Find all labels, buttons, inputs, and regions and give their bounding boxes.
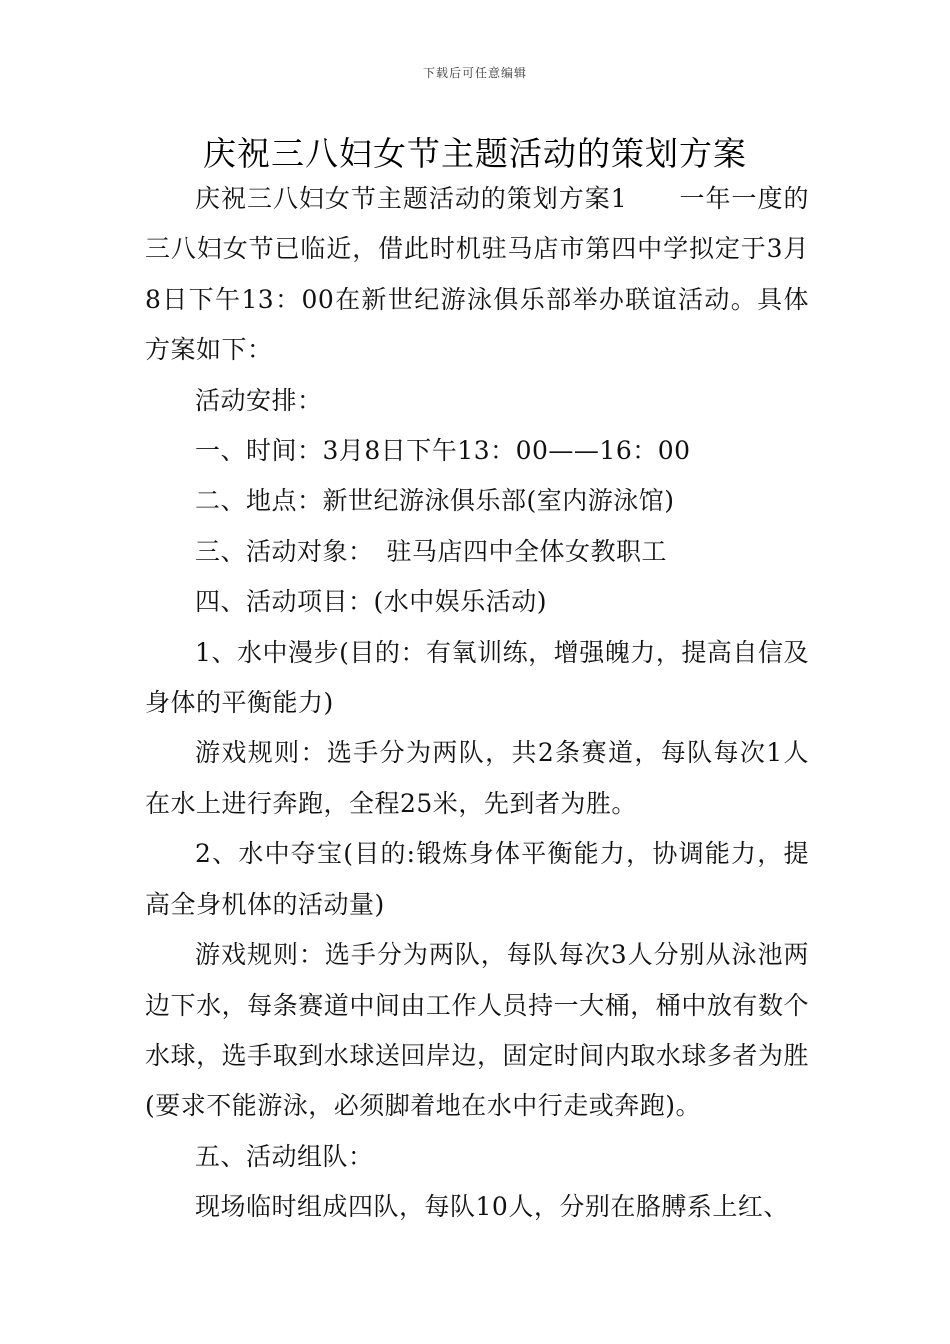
paragraph-participants: 三、活动对象： 驻马店四中全体女教职工 (195, 536, 668, 566)
paragraph-intro: 庆祝三八妇女节主题活动的策划方案1 一年一度的三八妇女节已临近，借此时机驻马店市第四中学拟定于3月8日下午13：00在新世纪游泳俱乐部举办联谊活动。具体方案如下： (145, 184, 809, 365)
paragraph-location: 二、地点：新世纪游泳俱乐部(室内游泳馆) (195, 486, 675, 516)
paragraph-rules-1: 游戏规则：选手分为两队，共2条赛道，每队每次1人在水上进行奔跑，全程25米，先到者为胜。 (145, 738, 809, 818)
paragraph-time: 一、时间：3月8日下午13：00——16：00 (195, 436, 691, 466)
paragraph-item-1: 1、水中漫步(目的：有氧训练，增强魄力，提高自信及身体的平衡能力) (145, 637, 809, 718)
document-title: 庆祝三八妇女节主题活动的策划方案 (203, 134, 747, 173)
paragraph-team-details: 现场临时组成四队，每队10人，分别在胳膊系上红、 (195, 1192, 789, 1222)
paragraph-team-formation: 五、活动组队： (195, 1141, 374, 1171)
paragraph-activity-arrangement: 活动安排： (195, 385, 323, 415)
document-body (145, 174, 809, 1233)
paragraph-rules-2: 游戏规则：选手分为两队，每队每次3人分别从泳池两边下水，每条赛道中间由工作人员持一大桶，桶中放有数个水球，选手取到水球送回岸边，固定时间内取水球多者为胜(要求不能游泳，必须脚着地在水中行走或奔跑)。 (145, 940, 809, 1121)
header-note: 下载后可任意编辑 (422, 66, 527, 80)
paragraph-activity-items: 四、活动项目：(水中娱乐活动) (195, 587, 548, 617)
paragraph-item-2: 2、水中夺宝(目的:锻炼身体平衡能力，协调能力，提高全身机体的活动量) (145, 839, 809, 919)
